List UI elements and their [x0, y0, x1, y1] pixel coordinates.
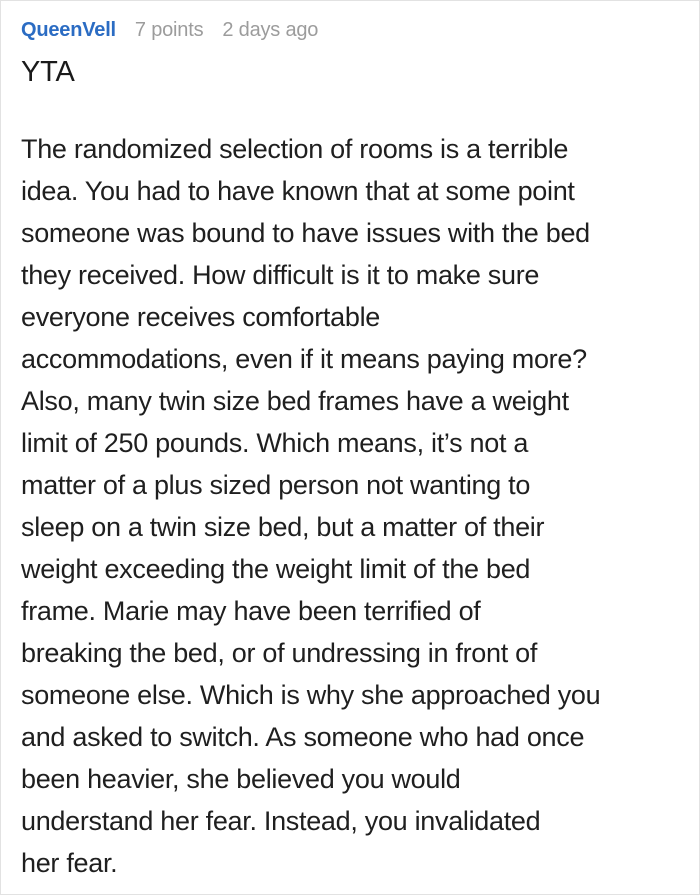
comment-body-line: frame. Marie may have been terrified of [21, 596, 481, 626]
verdict-text: YTA [21, 56, 75, 88]
comment-body-line: limit of 250 pounds. Which means, it’s not a [21, 428, 529, 458]
comment-body-line: matter of a plus sized person not wanting to [21, 470, 531, 500]
points-label: 7 points [134, 19, 204, 41]
comment-body-line: weight exceeding the weight limit of the bed [21, 554, 531, 584]
comment-body-line: been heavier, she believed you would [21, 764, 461, 794]
comment-body-line: The randomized selection of rooms is a terrible [21, 134, 569, 164]
comment-header [21, 18, 679, 42]
comment-body-line: sleep on a twin size bed, but a matter of their [21, 512, 545, 542]
comment-body-line: Also, many twin size bed frames have a weight [21, 386, 569, 416]
comment-body-line: her fear. [21, 848, 118, 878]
comment-body-line: someone was bound to have issues with the bed [21, 218, 590, 248]
timestamp-label: 2 days ago [222, 19, 319, 41]
comment-body-line: breaking the bed, or of undressing in front of [21, 638, 538, 668]
comment-body-line: understand her fear. Instead, you invalidated [21, 806, 541, 836]
author-link[interactable]: QueenVell [21, 19, 116, 41]
comment-body-line: idea. You had to have known that at some point [21, 176, 575, 206]
comment-body-line: accommodations, even if it means paying more? [21, 344, 587, 374]
comment-body-line: someone else. Which is why she approached you [21, 680, 601, 710]
comment-body-line: everyone receives comfortable [21, 302, 380, 332]
comment-body-line: they received. How difficult is it to make sure [21, 260, 540, 290]
comment-body [21, 128, 679, 884]
comment-body-line: and asked to switch. As someone who had once [21, 722, 585, 752]
